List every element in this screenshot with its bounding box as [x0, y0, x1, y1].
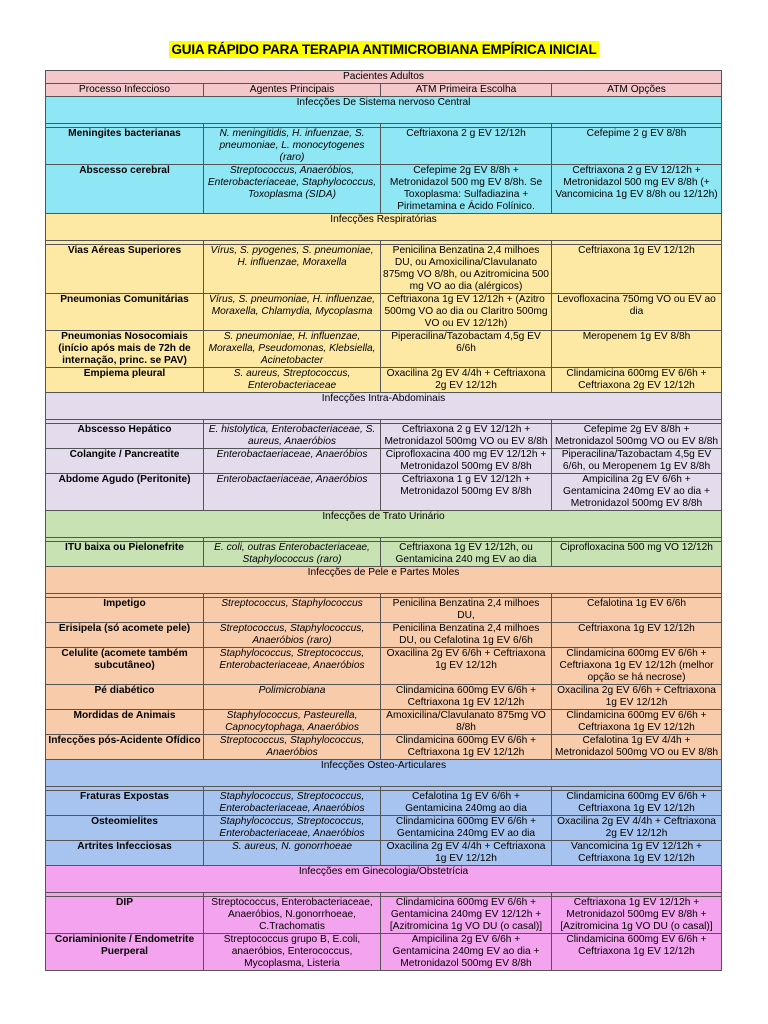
- options-cell: Clindamicina 600mg EV 6/6h + Ceftriaxona 1g EV 12/12h: [552, 934, 722, 971]
- table-subtitle: Pacientes Adultos: [46, 71, 722, 84]
- section-header-row: [46, 97, 722, 124]
- process-cell: Pneumonias Comunitárias: [46, 294, 204, 331]
- options-cell: Clindamicina 600mg EV 6/6h + Ceftriaxona 1g EV 12/12h (melhor opção se há necrose): [552, 648, 722, 685]
- process-cell: Pé diabético: [46, 685, 204, 710]
- table-row: [46, 934, 722, 971]
- table-row: [46, 791, 722, 816]
- process-cell: Erisipela (só acomete pele): [46, 623, 204, 648]
- options-cell: Cefalotina 1g EV 6/6h: [552, 598, 722, 623]
- process-cell: Fraturas Expostas: [46, 791, 204, 816]
- process-cell: Abscesso Hepático: [46, 424, 204, 449]
- table-row: [46, 685, 722, 710]
- column-header-process: Processo Infeccioso: [46, 84, 204, 97]
- agents-cell: Enterobactaeriaceae, Anaeróbios: [204, 449, 381, 474]
- page-title: GUIA RÁPIDO PARA TERAPIA ANTIMICROBIANA EMPÍRICA INICIAL: [171, 42, 597, 57]
- first-choice-cell: Ceftriaxona 2 g EV 12/12h + Metronidazol 500mg VO ou EV 8/8h: [381, 424, 552, 449]
- agents-cell: Vírus, S. pneumoniae, H. influenzae, Moraxella, Chlamydia, Mycoplasma: [204, 294, 381, 331]
- options-cell: Clindamicina 600mg EV 6/6h + Ceftriaxona 1g EV 12/12h: [552, 710, 722, 735]
- section-title: Infecções Respiratórias: [46, 214, 722, 241]
- section-title: Infecções em Ginecologia/Obstetrícia: [46, 866, 722, 893]
- agents-cell: Staphylococcus, Pasteurella, Capnocytophaga, Anaeróbios: [204, 710, 381, 735]
- process-cell: DIP: [46, 897, 204, 934]
- process-cell: Vias Aéreas Superiores: [46, 245, 204, 294]
- options-cell: Ceftriaxona 1g EV 12/12h + Metronidazol 500mg EV 8/8h + [Azitromicina 1g VO DU (o casal)]: [552, 897, 722, 934]
- options-cell: Clindamicina 600mg EV 6/6h + Ceftriaxona 2g EV 12/12h: [552, 368, 722, 393]
- agents-cell: Streptococcus, Enterobacteriaceae, Anaeróbios, N.gonorrhoeae, C.Trachomatis: [204, 897, 381, 934]
- first-choice-cell: Oxacilina 2g EV 6/6h + Ceftriaxona 1g EV 12/12h: [381, 648, 552, 685]
- agents-cell: Staphylococcus, Streptococcus, Enterobacteriaceae, Anaeróbios: [204, 816, 381, 841]
- table-row: [46, 245, 722, 294]
- options-cell: Ampicilina 2g EV 6/6h + Gentamicina 240mg EV ao dia + Metronidazol 500mg EV 8/8h: [552, 474, 722, 511]
- first-choice-cell: Ceftriaxona 2 g EV 12/12h: [381, 128, 552, 165]
- process-cell: Colangite / Pancreatite: [46, 449, 204, 474]
- options-cell: Clindamicina 600mg EV 6/6h + Ceftriaxona 1g EV 12/12h: [552, 791, 722, 816]
- first-choice-cell: Cefalotina 1g EV 6/6h + Gentamicina 240mg ao dia: [381, 791, 552, 816]
- table-row: [46, 841, 722, 866]
- agents-cell: Polimicrobiana: [204, 685, 381, 710]
- process-cell: Pneumonias Nosocomiais (início após mais de 72h de internação, princ. se PAV): [46, 331, 204, 368]
- table-row: [46, 897, 722, 934]
- first-choice-cell: Oxacilina 2g EV 4/4h + Ceftriaxona 1g EV 12/12h: [381, 841, 552, 866]
- agents-cell: Staphylococcus, Streptococcus, Enterobacteriaceae, Anaeróbios: [204, 648, 381, 685]
- process-cell: Abdome Agudo (Peritonite): [46, 474, 204, 511]
- options-cell: Meropenem 1g EV 8/8h: [552, 331, 722, 368]
- table-row: [46, 294, 722, 331]
- first-choice-cell: Oxacilina 2g EV 4/4h + Ceftriaxona 2g EV 12/12h: [381, 368, 552, 393]
- options-cell: Levofloxacina 750mg VO ou EV ao dia: [552, 294, 722, 331]
- agents-cell: Staphylococcus, Streptococcus, Enterobacteriaceae, Anaeróbios: [204, 791, 381, 816]
- first-choice-cell: Ampicilina 2g EV 6/6h + Gentamicina 240mg EV ao dia + Metronidazol 500mg EV 8/8h: [381, 934, 552, 971]
- first-choice-cell: Cefepime 2g EV 8/8h + Metronidazol 500 mg EV 8/8h. Se Toxoplasma: Sulfadiazina + Pirimetamina e Ácido Folínico.: [381, 165, 552, 214]
- process-cell: Artrites Infecciosas: [46, 841, 204, 866]
- first-choice-cell: Ceftriaxona 1g EV 12/12h, ou Gentamicina 240 mg EV ao dia: [381, 542, 552, 567]
- first-choice-cell: Amoxicilina/Clavulanato 875mg VO 8/8h: [381, 710, 552, 735]
- first-choice-cell: Clindamicina 600mg EV 6/6h + Gentamicina 240mg EV 12/12h + [Azitromicina 1g VO DU (o casal)]: [381, 897, 552, 934]
- first-choice-cell: Ceftriaxona 1 g EV 12/12h + Metronidazol 500mg EV 8/8h: [381, 474, 552, 511]
- table-row: [46, 424, 722, 449]
- table-row: [46, 735, 722, 760]
- column-header-row: [46, 84, 722, 97]
- section-title: Infecções de Trato Urinário: [46, 511, 722, 538]
- table-row: [46, 542, 722, 567]
- first-choice-cell: Clindamicina 600mg EV 6/6h + Gentamicina 240mg EV ao dia: [381, 816, 552, 841]
- first-choice-cell: Penicilina Benzatina 2,4 milhoes DU,: [381, 598, 552, 623]
- process-cell: ITU baixa ou Pielonefrite: [46, 542, 204, 567]
- section-header-row: [46, 214, 722, 241]
- process-cell: Mordidas de Animais: [46, 710, 204, 735]
- agents-cell: Streptococcus, Staphylococcus: [204, 598, 381, 623]
- options-cell: Oxacilina 2g EV 4/4h + Ceftriaxona 2g EV 12/12h: [552, 816, 722, 841]
- agents-cell: Enterobactaeriaceae, Anaeróbios: [204, 474, 381, 511]
- section-title: Infecções Ósteo-Articulares: [46, 760, 722, 787]
- table-row: [46, 710, 722, 735]
- process-cell: Empiema pleural: [46, 368, 204, 393]
- first-choice-cell: Piperacilina/Tazobactam 4,5g EV 6/6h: [381, 331, 552, 368]
- process-cell: Infecções pós-Acidente Ofídico: [46, 735, 204, 760]
- section-header-row: [46, 760, 722, 787]
- first-choice-cell: Penicilina Benzatina 2,4 milhoes DU, ou Amoxicilina/Clavulanato 875mg VO 8/8h, ou Azitromicina 500 mg VO ao dia (alérgicos): [381, 245, 552, 294]
- process-cell: Impetigo: [46, 598, 204, 623]
- options-cell: Cefepime 2 g EV 8/8h: [552, 128, 722, 165]
- first-choice-cell: Penicilina Benzatina 2,4 milhoes DU, ou Cefalotina 1g EV 6/6h: [381, 623, 552, 648]
- options-cell: Vancomicina 1g EV 12/12h + Ceftriaxona 1g EV 12/12h: [552, 841, 722, 866]
- table-row: [46, 648, 722, 685]
- table-row: [46, 449, 722, 474]
- options-cell: Cefalotina 1g EV 4/4h + Metronidazol 500mg VO ou EV 8/8h: [552, 735, 722, 760]
- options-cell: Oxacilina 2g EV 6/6h + Ceftriaxona 1g EV 12/12h: [552, 685, 722, 710]
- column-header-options: ATM Opções: [552, 84, 722, 97]
- agents-cell: Streptococcus grupo B, E.coli, anaeróbios, Enterococcus, Mycoplasma, Listeria: [204, 934, 381, 971]
- agents-cell: S. pneumoniae, H. influenzae, Moraxella, Pseudomonas, Klebsiella, Acinetobacter: [204, 331, 381, 368]
- options-cell: Ceftriaxona 1g EV 12/12h: [552, 623, 722, 648]
- section-title: Infecções de Pele e Partes Moles: [46, 567, 722, 594]
- options-cell: Ceftriaxona 2 g EV 12/12h + Metronidazol 500 mg EV 8/8h (+ Vancomicina 1g EV 8/8h ou 12/12h): [552, 165, 722, 214]
- section-title: Infecções Intra-Abdominais: [46, 393, 722, 420]
- section-header-row: [46, 511, 722, 538]
- table-row: [46, 598, 722, 623]
- table-row: [46, 368, 722, 393]
- column-header-agents: Agentes Principais: [204, 84, 381, 97]
- first-choice-cell: Clindamicina 600mg EV 6/6h + Ceftriaxona 1g EV 12/12h: [381, 685, 552, 710]
- process-cell: Coriaminionite / Endometrite Puerperal: [46, 934, 204, 971]
- agents-cell: N. meningitidis, H. infuenzae, S. pneumoniae, L. monocytogenes (raro): [204, 128, 381, 165]
- first-choice-cell: Clindamicina 600mg EV 6/6h + Ceftriaxona 1g EV 12/12h: [381, 735, 552, 760]
- agents-cell: E. histolytica, Enterobacteriaceae, S. aureus, Anaeróbios: [204, 424, 381, 449]
- agents-cell: Streptococcus, Staphylococcus, Anaeróbios: [204, 735, 381, 760]
- section-header-row: [46, 393, 722, 420]
- agents-cell: Vírus, S. pyogenes, S. pneumoniae, H. influenzae, Moraxella: [204, 245, 381, 294]
- antimicrobial-table: [45, 70, 722, 971]
- options-cell: Piperacilina/Tazobactam 4,5g EV 6/6h, ou Meropenem 1g EV 8/8h: [552, 449, 722, 474]
- process-cell: Osteomielites: [46, 816, 204, 841]
- options-cell: Ceftriaxona 1g EV 12/12h: [552, 245, 722, 294]
- agents-cell: Streptococcus, Anaeróbios, Enterobacteriaceae, Staphylococcus, Toxoplasma (SIDA): [204, 165, 381, 214]
- table-row: [46, 474, 722, 511]
- process-cell: Abscesso cerebral: [46, 165, 204, 214]
- process-cell: Celulite (acomete também subcutâneo): [46, 648, 204, 685]
- agents-cell: E. coli, outras Enterobacteriaceae, Staphylococcus (raro): [204, 542, 381, 567]
- section-header-row: [46, 567, 722, 594]
- table-row: [46, 816, 722, 841]
- options-cell: Cefepime 2g EV 8/8h + Metronidazol 500mg VO ou EV 8/8h: [552, 424, 722, 449]
- table-row: [46, 165, 722, 214]
- section-header-row: [46, 866, 722, 893]
- section-title: Infecções De Sistema nervoso Central: [46, 97, 722, 124]
- process-cell: Meningites bacterianas: [46, 128, 204, 165]
- agents-cell: Streptococcus, Staphylococcus, Anaeróbios (raro): [204, 623, 381, 648]
- agents-cell: S. aureus, N. gonorrhoeae: [204, 841, 381, 866]
- table-row: [46, 623, 722, 648]
- column-header-first-choice: ATM Primeira Escolha: [381, 84, 552, 97]
- first-choice-cell: Ciprofloxacina 400 mg EV 12/12h + Metronidazol 500mg EV 8/8h: [381, 449, 552, 474]
- subtitle-row: [46, 71, 722, 84]
- first-choice-cell: Ceftriaxona 1g EV 12/12h + (Azitro 500mg VO ao dia ou Claritro 500mg VO ou EV 12/12h): [381, 294, 552, 331]
- agents-cell: S. aureus, Streptococcus, Enterobacteriaceae: [204, 368, 381, 393]
- options-cell: Ciprofloxacina 500 mg VO 12/12h: [552, 542, 722, 567]
- table-row: [46, 331, 722, 368]
- table-row: [46, 128, 722, 165]
